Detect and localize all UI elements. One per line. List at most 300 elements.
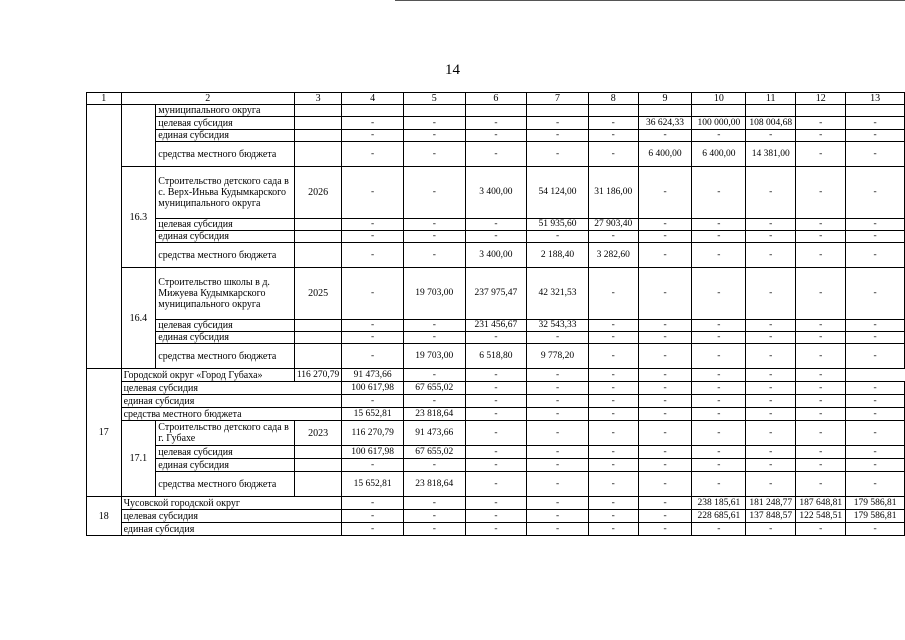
value-cell: 9 778,20 <box>527 344 589 369</box>
value-cell: 116 270,79 <box>342 421 404 446</box>
value-cell: 31 186,00 <box>588 167 638 219</box>
year-cell <box>294 231 341 243</box>
value-cell: - <box>692 219 746 231</box>
value-cell: 91 473,66 <box>342 369 404 382</box>
value-cell: - <box>796 472 846 497</box>
year-cell: 2025 <box>294 268 341 320</box>
row-label: Городской округ «Город Губаха» <box>121 369 294 382</box>
value-cell: - <box>588 395 638 408</box>
value-cell: - <box>846 320 905 332</box>
sub-number-cell <box>121 105 156 167</box>
value-cell: 19 703,00 <box>403 344 465 369</box>
value-cell: - <box>692 231 746 243</box>
row-label: единая субсидия <box>156 332 295 344</box>
value-cell: - <box>796 395 846 408</box>
value-cell: - <box>796 117 846 130</box>
value-cell: 238 185,61 <box>692 497 746 510</box>
value-cell: - <box>527 497 589 510</box>
value-cell: - <box>342 459 404 472</box>
value-cell: - <box>465 395 527 408</box>
value-cell: - <box>638 130 692 142</box>
row-label: целевая субсидия <box>156 117 295 130</box>
value-cell: - <box>692 243 746 268</box>
value-cell: 23 818,64 <box>403 472 465 497</box>
value-cell: - <box>692 167 746 219</box>
value-cell: - <box>746 332 796 344</box>
row-label: средства местного бюджета <box>156 344 295 369</box>
table-row <box>87 510 905 523</box>
value-cell: 179 586,81 <box>846 497 905 510</box>
value-cell: - <box>588 421 638 446</box>
value-cell: 3 400,00 <box>465 167 527 219</box>
value-cell: - <box>342 344 404 369</box>
table-row <box>87 130 905 142</box>
value-cell: 67 655,02 <box>403 446 465 459</box>
value-cell: - <box>692 459 746 472</box>
value-cell <box>796 105 846 117</box>
value-cell: - <box>746 268 796 320</box>
value-cell: - <box>846 472 905 497</box>
value-cell: - <box>588 369 638 382</box>
value-cell: 51 935,60 <box>527 219 589 231</box>
value-cell: - <box>846 408 905 421</box>
value-cell: - <box>692 344 746 369</box>
year-cell <box>294 130 341 142</box>
table-row <box>87 344 905 369</box>
year-cell <box>294 320 341 332</box>
value-cell: - <box>846 459 905 472</box>
value-cell: - <box>796 408 846 421</box>
value-cell: - <box>527 408 589 421</box>
value-cell: - <box>846 243 905 268</box>
table-row <box>87 523 905 536</box>
value-cell: - <box>692 332 746 344</box>
value-cell: - <box>846 446 905 459</box>
value-cell: - <box>403 231 465 243</box>
table-row <box>87 268 905 320</box>
value-cell: - <box>746 344 796 369</box>
value-cell: 108 004,68 <box>746 117 796 130</box>
year-cell <box>294 332 341 344</box>
value-cell: 231 456,67 <box>465 320 527 332</box>
value-cell: - <box>527 446 589 459</box>
row-number-cell: 18 <box>87 497 122 536</box>
value-cell <box>527 105 589 117</box>
value-cell: - <box>342 167 404 219</box>
value-cell: - <box>638 472 692 497</box>
value-cell: - <box>527 130 589 142</box>
value-cell: - <box>846 117 905 130</box>
value-cell: - <box>638 320 692 332</box>
table-row <box>87 142 905 167</box>
sub-number-cell: 16.4 <box>121 268 156 369</box>
value-cell: - <box>746 446 796 459</box>
header-cell: 8 <box>588 93 638 105</box>
value-cell: - <box>342 268 404 320</box>
value-cell: - <box>692 320 746 332</box>
value-cell: 27 903,40 <box>588 219 638 231</box>
value-cell: - <box>465 369 527 382</box>
header-cell: 3 <box>294 93 341 105</box>
value-cell: - <box>342 219 404 231</box>
header-cell: 11 <box>746 93 796 105</box>
value-cell: - <box>527 382 589 395</box>
value-cell: - <box>403 167 465 219</box>
table-row <box>87 472 905 497</box>
row-label: единая субсидия <box>156 231 295 243</box>
value-cell: - <box>465 219 527 231</box>
value-cell: - <box>846 268 905 320</box>
year-cell <box>294 142 341 167</box>
value-cell: - <box>638 332 692 344</box>
value-cell: - <box>403 459 465 472</box>
value-cell: - <box>588 332 638 344</box>
row-label: целевая субсидия <box>156 446 295 459</box>
value-cell: - <box>846 332 905 344</box>
table-row <box>87 459 905 472</box>
value-cell <box>846 105 905 117</box>
value-cell: - <box>527 459 589 472</box>
value-cell: 100 000,00 <box>692 117 746 130</box>
value-cell: - <box>796 231 846 243</box>
row-label: единая субсидия <box>156 459 295 472</box>
value-cell: - <box>638 395 692 408</box>
value-cell: - <box>638 268 692 320</box>
value-cell: - <box>342 130 404 142</box>
row-number-cell: 17 <box>87 369 122 497</box>
year-cell <box>294 344 341 369</box>
value-cell: - <box>342 320 404 332</box>
table-row <box>87 395 905 408</box>
header-cell: 9 <box>638 93 692 105</box>
value-cell: - <box>588 130 638 142</box>
row-label: средства местного бюджета <box>156 472 295 497</box>
header-cell: 5 <box>403 93 465 105</box>
row-label: единая субсидия <box>156 130 295 142</box>
value-cell: - <box>465 510 527 523</box>
value-cell: - <box>403 219 465 231</box>
value-cell: - <box>796 268 846 320</box>
value-cell: - <box>846 382 905 395</box>
table-row <box>87 332 905 344</box>
value-cell: - <box>846 344 905 369</box>
value-cell <box>588 105 638 117</box>
value-cell: 14 381,00 <box>746 142 796 167</box>
header-cell: 2 <box>121 93 294 105</box>
value-cell <box>465 105 527 117</box>
value-cell: 54 124,00 <box>527 167 589 219</box>
year-cell <box>294 117 341 130</box>
sub-number-cell: 16.3 <box>121 167 156 268</box>
value-cell: - <box>465 117 527 130</box>
value-cell: - <box>846 523 905 536</box>
value-cell: - <box>527 472 589 497</box>
value-cell: 15 652,81 <box>342 408 404 421</box>
value-cell: 23 818,64 <box>403 408 465 421</box>
value-cell <box>746 105 796 117</box>
value-cell: - <box>342 117 404 130</box>
value-cell: - <box>638 219 692 231</box>
year-cell <box>294 219 341 231</box>
value-cell: - <box>465 459 527 472</box>
value-cell: - <box>638 167 692 219</box>
value-cell: 2 188,40 <box>527 243 589 268</box>
row-label: Строительство детского сада в с. Верх-Иньва Кудымкарского муниципального округа <box>156 167 295 219</box>
table-row <box>87 231 905 243</box>
table-row <box>87 105 905 117</box>
value-cell: - <box>342 243 404 268</box>
value-cell: - <box>465 382 527 395</box>
value-cell: - <box>638 344 692 369</box>
year-cell <box>294 243 341 268</box>
value-cell: - <box>746 408 796 421</box>
value-cell: - <box>746 421 796 446</box>
value-cell: - <box>588 320 638 332</box>
value-cell: - <box>527 421 589 446</box>
value-cell: - <box>588 459 638 472</box>
year-cell <box>294 472 341 497</box>
value-cell: - <box>465 130 527 142</box>
sub-number-cell: 17.1 <box>121 421 156 497</box>
value-cell: - <box>342 523 404 536</box>
header-cell: 1 <box>87 93 122 105</box>
value-cell: - <box>465 421 527 446</box>
value-cell: 181 248,77 <box>746 497 796 510</box>
value-cell: - <box>588 142 638 167</box>
value-cell: 42 321,53 <box>527 268 589 320</box>
header-cell: 13 <box>846 93 905 105</box>
value-cell: 19 703,00 <box>403 268 465 320</box>
value-cell: - <box>796 459 846 472</box>
value-cell: - <box>638 243 692 268</box>
value-cell: - <box>846 231 905 243</box>
row-label: единая субсидия <box>121 523 342 536</box>
value-cell: 228 685,61 <box>692 510 746 523</box>
value-cell: - <box>746 167 796 219</box>
value-cell: - <box>692 472 746 497</box>
value-cell: - <box>403 369 465 382</box>
value-cell: - <box>692 421 746 446</box>
table-row <box>87 243 905 268</box>
value-cell: - <box>796 344 846 369</box>
value-cell: 3 400,00 <box>465 243 527 268</box>
value-cell: 137 848,57 <box>746 510 796 523</box>
table-row <box>87 117 905 130</box>
value-cell: - <box>638 231 692 243</box>
value-cell: 15 652,81 <box>342 472 404 497</box>
value-cell: 91 473,66 <box>403 421 465 446</box>
value-cell: 6 518,80 <box>465 344 527 369</box>
value-cell: - <box>342 142 404 167</box>
value-cell: 67 655,02 <box>403 382 465 395</box>
value-cell: 179 586,81 <box>846 510 905 523</box>
value-cell: - <box>746 243 796 268</box>
value-cell: - <box>403 130 465 142</box>
value-cell: - <box>342 510 404 523</box>
page-number: 14 <box>445 62 460 78</box>
value-cell: - <box>746 395 796 408</box>
value-cell: - <box>796 446 846 459</box>
value-cell <box>692 105 746 117</box>
value-cell: - <box>465 523 527 536</box>
value-cell: - <box>638 497 692 510</box>
value-cell: - <box>638 408 692 421</box>
table-row <box>87 446 905 459</box>
value-cell: - <box>846 219 905 231</box>
value-cell: - <box>796 243 846 268</box>
row-label: средства местного бюджета <box>121 408 342 421</box>
value-cell: 3 282,60 <box>588 243 638 268</box>
value-cell: - <box>403 243 465 268</box>
row-label: Строительство детского сада в г. Губахе <box>156 421 295 446</box>
value-cell: - <box>527 332 589 344</box>
value-cell: - <box>796 142 846 167</box>
value-cell: - <box>638 446 692 459</box>
value-cell: - <box>342 497 404 510</box>
value-cell: - <box>527 395 589 408</box>
value-cell: - <box>527 523 589 536</box>
table-row <box>87 382 905 395</box>
value-cell: - <box>796 421 846 446</box>
value-cell: - <box>403 395 465 408</box>
value-cell: - <box>746 231 796 243</box>
value-cell <box>342 105 404 117</box>
value-cell: - <box>403 332 465 344</box>
value-cell: - <box>588 408 638 421</box>
value-cell: 100 617,98 <box>342 446 404 459</box>
value-cell: - <box>465 472 527 497</box>
value-cell: - <box>638 459 692 472</box>
value-cell: 237 975,47 <box>465 268 527 320</box>
header-cell: 12 <box>796 93 846 105</box>
table-row <box>87 421 905 446</box>
value-cell: - <box>692 369 746 382</box>
value-cell: - <box>796 332 846 344</box>
value-cell: 36 624,33 <box>638 117 692 130</box>
value-cell: - <box>746 459 796 472</box>
top-rule <box>395 0 905 1</box>
header-cell: 7 <box>527 93 589 105</box>
value-cell: - <box>746 472 796 497</box>
value-cell: - <box>796 219 846 231</box>
value-cell: - <box>588 523 638 536</box>
value-cell: - <box>796 369 846 382</box>
value-cell: 32 543,33 <box>527 320 589 332</box>
row-label: целевая субсидия <box>121 382 342 395</box>
row-label: целевая субсидия <box>156 219 295 231</box>
value-cell: - <box>638 369 692 382</box>
value-cell: 116 270,79 <box>294 369 341 382</box>
value-cell <box>638 105 692 117</box>
header-cell: 6 <box>465 93 527 105</box>
value-cell: - <box>342 231 404 243</box>
value-cell: 187 648,81 <box>796 497 846 510</box>
value-cell: - <box>638 510 692 523</box>
table-row <box>87 167 905 219</box>
value-cell: - <box>638 382 692 395</box>
year-cell <box>294 446 341 459</box>
value-cell: - <box>746 382 796 395</box>
value-cell: - <box>692 523 746 536</box>
value-cell: - <box>403 117 465 130</box>
value-cell: - <box>465 497 527 510</box>
value-cell: - <box>465 408 527 421</box>
value-cell: 6 400,00 <box>692 142 746 167</box>
row-label: Строительство школы в д. Мижуева Кудымкарского муниципального округа <box>156 268 295 320</box>
table-row <box>87 408 905 421</box>
value-cell: - <box>588 472 638 497</box>
value-cell: - <box>588 382 638 395</box>
budget-table <box>86 92 905 536</box>
row-label: средства местного бюджета <box>156 243 295 268</box>
value-cell: - <box>692 268 746 320</box>
value-cell: - <box>527 231 589 243</box>
value-cell: - <box>527 369 589 382</box>
value-cell: - <box>465 446 527 459</box>
value-cell: - <box>746 130 796 142</box>
value-cell: - <box>692 382 746 395</box>
value-cell: - <box>588 510 638 523</box>
value-cell: - <box>796 382 846 395</box>
header-cell: 4 <box>342 93 404 105</box>
value-cell: - <box>846 167 905 219</box>
value-cell: - <box>588 344 638 369</box>
table-row <box>87 320 905 332</box>
year-cell: 2026 <box>294 167 341 219</box>
year-cell <box>294 105 341 117</box>
value-cell <box>403 105 465 117</box>
value-cell: - <box>846 142 905 167</box>
value-cell: - <box>746 320 796 332</box>
row-label: целевая субсидия <box>156 320 295 332</box>
value-cell: - <box>465 231 527 243</box>
value-cell: 6 400,00 <box>638 142 692 167</box>
value-cell: - <box>796 523 846 536</box>
value-cell: - <box>588 231 638 243</box>
row-label: целевая субсидия <box>121 510 342 523</box>
value-cell: - <box>846 395 905 408</box>
value-cell: - <box>527 142 589 167</box>
value-cell: - <box>588 497 638 510</box>
row-label: муниципального округа <box>156 105 295 117</box>
value-cell: - <box>746 219 796 231</box>
value-cell: - <box>465 142 527 167</box>
value-cell: - <box>746 369 796 382</box>
value-cell: - <box>692 446 746 459</box>
table-row <box>87 369 905 382</box>
value-cell: - <box>342 395 404 408</box>
value-cell: - <box>465 332 527 344</box>
value-cell: - <box>692 395 746 408</box>
value-cell: 100 617,98 <box>342 382 404 395</box>
value-cell: - <box>692 130 746 142</box>
value-cell: - <box>403 320 465 332</box>
header-row <box>87 93 905 105</box>
value-cell: - <box>746 523 796 536</box>
value-cell: - <box>796 320 846 332</box>
value-cell: - <box>638 421 692 446</box>
value-cell: - <box>403 510 465 523</box>
row-label: средства местного бюджета <box>156 142 295 167</box>
value-cell: - <box>846 130 905 142</box>
table-row <box>87 497 905 510</box>
value-cell: - <box>527 510 589 523</box>
header-cell: 10 <box>692 93 746 105</box>
value-cell: - <box>638 523 692 536</box>
year-cell: 2023 <box>294 421 341 446</box>
value-cell: - <box>527 117 589 130</box>
table-row <box>87 219 905 231</box>
